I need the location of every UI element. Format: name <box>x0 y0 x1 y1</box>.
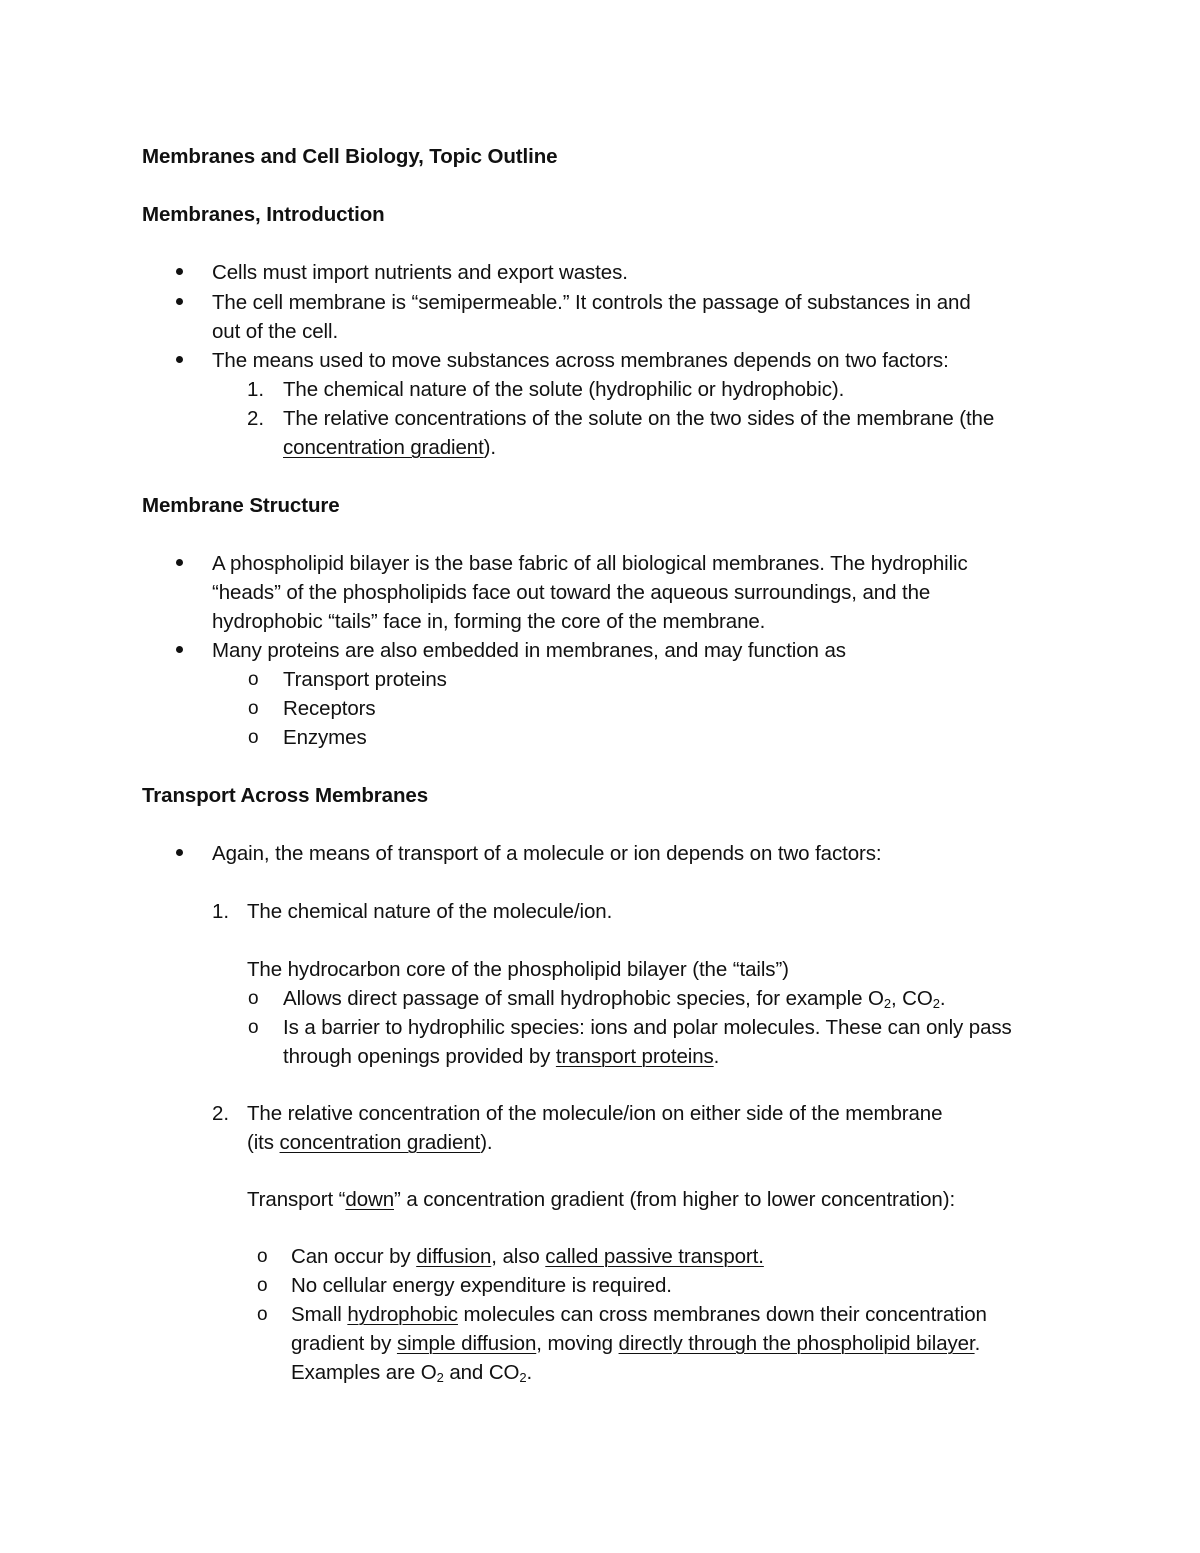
text-run: molecules can cross membranes down their concentration <box>457 1303 987 1326</box>
bullet-icon <box>176 646 183 653</box>
structure-bullet-1-line-1: A phospholipid bilayer is the base fabric of all biological membranes. The hydrophilic <box>212 552 968 575</box>
transport-factor-2-line-2 <box>247 1128 493 1157</box>
bullet-icon <box>176 356 183 363</box>
underlined-term: transport proteins <box>555 1045 714 1068</box>
text-run: gradient by <box>291 1332 397 1355</box>
text-run: (its <box>247 1131 280 1154</box>
underlined-term: hydrophobic <box>347 1303 458 1326</box>
underlined-term: concentration gradient <box>283 436 484 459</box>
section-heading-transport: Transport Across Membranes <box>142 784 429 807</box>
intro-numbered-1: The chemical nature of the solute (hydrophilic or hydrophobic). <box>283 378 845 401</box>
text-run: Transport “ <box>247 1188 346 1211</box>
text-run: ). <box>483 436 496 459</box>
text-run: . <box>526 1361 533 1384</box>
document-title: Membranes and Cell Biology, Topic Outline <box>142 145 558 168</box>
bullet-icon <box>176 849 183 856</box>
circle-bullet-icon: o <box>248 1017 259 1038</box>
list-number: 2. <box>247 407 265 430</box>
core-sub-1 <box>283 984 945 1013</box>
intro-bullet-2-line-1: The cell membrane is “semipermeable.” It controls the passage of substances in and <box>212 291 971 314</box>
text-run: , moving <box>536 1332 619 1355</box>
circle-bullet-icon: o <box>248 727 259 748</box>
circle-bullet-icon: o <box>248 988 259 1009</box>
text-run: Allows direct passage of small hydrophobic species, for example O <box>283 987 884 1010</box>
text-run: ” a concentration gradient (from higher to lower concentration): <box>394 1188 956 1211</box>
circle-bullet-icon: o <box>257 1304 268 1325</box>
structure-sub-3: Enzymes <box>283 726 367 749</box>
underlined-term: concentration gradient <box>279 1131 481 1154</box>
section-heading-intro: Membranes, Introduction <box>142 203 385 226</box>
text-run: , also <box>491 1245 546 1268</box>
text-run: . <box>974 1332 981 1355</box>
bullet-icon <box>176 559 183 566</box>
transport-core-text: The hydrocarbon core of the phospholipid bilayer (the “tails”) <box>247 958 789 981</box>
circle-bullet-icon: o <box>248 669 259 690</box>
structure-sub-2: Receptors <box>283 697 376 720</box>
intro-bullet-1: Cells must import nutrients and export wastes. <box>212 261 628 284</box>
subscript: 2 <box>436 1370 444 1385</box>
bullet-icon <box>176 268 183 275</box>
down-sub-3-line-1 <box>291 1300 987 1329</box>
transport-factor-2-line-1: The relative concentration of the molecule/ion on either side of the membrane <box>247 1102 943 1125</box>
circle-bullet-icon: o <box>257 1246 268 1267</box>
structure-bullet-1-line-2: “heads” of the phospholipids face out toward the aqueous surroundings, and the <box>212 581 931 604</box>
core-sub-2-line-1: Is a barrier to hydrophilic species: ions and polar molecules. These can only pass <box>283 1016 1012 1039</box>
structure-sub-1: Transport proteins <box>283 668 447 691</box>
list-number: 2. <box>212 1102 230 1125</box>
down-sub-3-line-3 <box>291 1358 532 1387</box>
text-run: through openings provided by <box>283 1045 556 1068</box>
list-number: 1. <box>247 378 265 401</box>
down-sub-2: No cellular energy expenditure is required. <box>291 1274 672 1297</box>
text-run: Examples are O <box>291 1361 437 1384</box>
text-run: . <box>939 987 946 1010</box>
section-heading-structure: Membrane Structure <box>142 494 340 517</box>
subscript: 2 <box>932 996 940 1011</box>
underlined-term: down <box>345 1188 394 1211</box>
down-sub-1 <box>291 1242 764 1271</box>
text-run: Can occur by <box>291 1245 417 1268</box>
text-run: . <box>713 1045 720 1068</box>
transport-down-text <box>247 1185 955 1214</box>
text-run: ). <box>480 1131 493 1154</box>
subscript: 2 <box>883 996 891 1011</box>
intro-numbered-2-line-1: The relative concentrations of the solute on the two sides of the membrane (the <box>283 407 995 430</box>
underlined-term: called passive transport. <box>545 1245 764 1268</box>
subscript: 2 <box>519 1370 527 1385</box>
transport-bullet-1: Again, the means of transport of a molecule or ion depends on two factors: <box>212 842 882 865</box>
circle-bullet-icon: o <box>257 1275 268 1296</box>
intro-bullet-3: The means used to move substances across membranes depends on two factors: <box>212 349 949 372</box>
text-run: and CO <box>443 1361 520 1384</box>
down-sub-3-line-2 <box>291 1329 980 1358</box>
intro-bullet-2-line-2: out of the cell. <box>212 320 339 343</box>
intro-numbered-2-line-2 <box>283 433 496 462</box>
structure-bullet-1-line-3: hydrophobic “tails” face in, forming the core of the membrane. <box>212 610 766 633</box>
underlined-term: directly through the phospholipid bilayer <box>618 1332 975 1355</box>
bullet-icon <box>176 298 183 305</box>
text-run: , CO <box>890 987 933 1010</box>
core-sub-2-line-2 <box>283 1042 719 1071</box>
underlined-term: simple diffusion <box>396 1332 537 1355</box>
underlined-term: diffusion <box>416 1245 492 1268</box>
structure-bullet-2: Many proteins are also embedded in membranes, and may function as <box>212 639 846 662</box>
list-number: 1. <box>212 900 230 923</box>
transport-factor-1: The chemical nature of the molecule/ion. <box>247 900 613 923</box>
circle-bullet-icon: o <box>248 698 259 719</box>
text-run: Small <box>291 1303 348 1326</box>
